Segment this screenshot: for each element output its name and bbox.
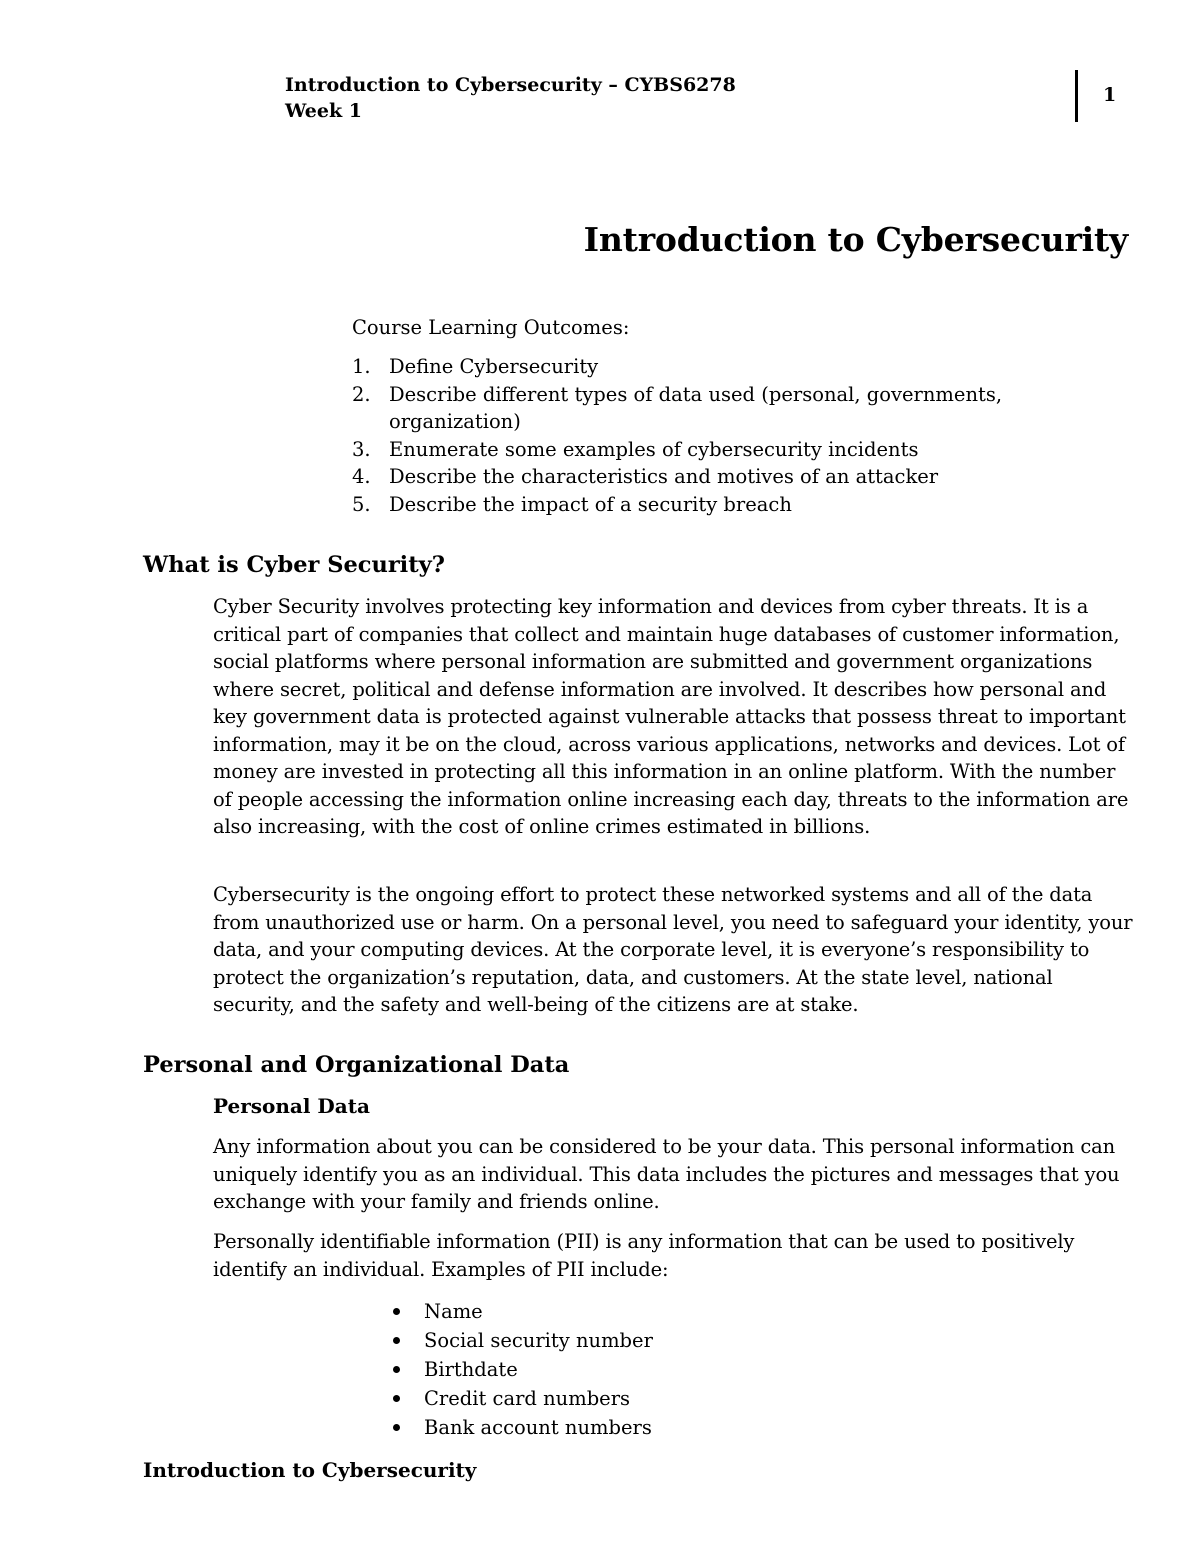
header-divider (1075, 70, 1078, 122)
outcome-item (352, 436, 1029, 464)
outcome-number: 4. (352, 465, 371, 488)
outcome-text: Describe the characteristics and motives of an attacker (389, 465, 939, 488)
footer-heading: Introduction to Cybersecurity (143, 1458, 477, 1482)
outcome-text: Describe the impact of a security breach (389, 492, 792, 516)
page-header (285, 72, 736, 124)
list-item (393, 1326, 653, 1355)
outcome-number: 5. (352, 492, 371, 516)
subheading-personal-data: Personal Data (213, 1094, 370, 1118)
bullet-icon (393, 1395, 400, 1402)
outcome-item (352, 491, 1029, 519)
bullet-icon (393, 1337, 400, 1344)
section-heading-what-is-cyber-security: What is Cyber Security? (143, 552, 445, 578)
outcomes-list (352, 353, 1029, 518)
paragraph-pii: Personally identifiable information (PII) is any information that can be used to positively identify an individual. Examples of PII include: (213, 1230, 1075, 1281)
list-item-text: Birthdate (424, 1358, 518, 1381)
bullet-icon (393, 1308, 400, 1315)
header-week: Week 1 (285, 100, 362, 122)
outcome-number: 1. (352, 355, 371, 378)
paragraph-cyber-security-definition: Cyber Security involves protecting key information and devices from cyber threats. It is a critical part of companies that collect and maintain huge databases of customer information, social platforms where personal information are submitted and government organizations where secret, political and defense information are involved. It describes how personal and key government data is protected against vulnerable attacks that possess threat to important information, may it be on the cloud, across various applications, networks and devices. Lot of money are invested in protecting all this information in an online platform. With the number of people accessing the information online increasing each day, threats to the information are also increasing, with the cost of online crimes estimated in billions. (213, 595, 1129, 838)
document-title: Introduction to Cybersecurity (583, 220, 1128, 259)
outcome-number: 2. (352, 382, 371, 406)
outcome-item (352, 353, 1029, 381)
paragraph-cybersecurity-effort: Cybersecurity is the ongoing effort to protect these networked systems and all of the data from unauthorized use or harm. On a personal level, you need to safeguard your identity, your data, and your computing devices. At the corporate level, it is everyone’s responsibility to protect the organization’s reputation, data, and customers. At the state level, national security, and the safety and well-being of the citizens are at stake. (213, 883, 1133, 1016)
section-heading-personal-organizational-data: Personal and Organizational Data (143, 1052, 570, 1078)
bullet-icon (393, 1366, 400, 1373)
list-item (393, 1297, 653, 1326)
outcome-text: Define Cybersecurity (389, 355, 599, 378)
outcome-item (352, 381, 1029, 436)
outcomes-label: Course Learning Outcomes: (352, 316, 630, 339)
paragraph-personal-data: Any information about you can be considered to be your data. This personal information can uniquely identify you as an individual. This data includes the pictures and messages that you exchange with your family and friends online. (213, 1135, 1120, 1213)
list-item (393, 1384, 653, 1413)
bullet-icon (393, 1424, 400, 1431)
header-course-line: Introduction to Cybersecurity – CYBS6278 (285, 74, 736, 96)
list-item (393, 1355, 653, 1384)
learning-outcomes (352, 314, 1029, 518)
outcome-number: 3. (352, 437, 371, 461)
list-item-text: Social security number (424, 1329, 653, 1352)
list-item-text: Credit card numbers (424, 1387, 631, 1410)
list-item (393, 1413, 653, 1442)
outcome-text: Enumerate some examples of cybersecurity incidents (389, 437, 919, 461)
outcome-item (352, 463, 1029, 491)
list-item-text: Name (424, 1300, 483, 1323)
page-number: 1 (1103, 84, 1117, 106)
list-item-text: Bank account numbers (424, 1416, 652, 1439)
pii-examples-list (393, 1297, 653, 1442)
outcome-text: Describe different types of data used (personal, governments, organization) (389, 382, 1003, 433)
